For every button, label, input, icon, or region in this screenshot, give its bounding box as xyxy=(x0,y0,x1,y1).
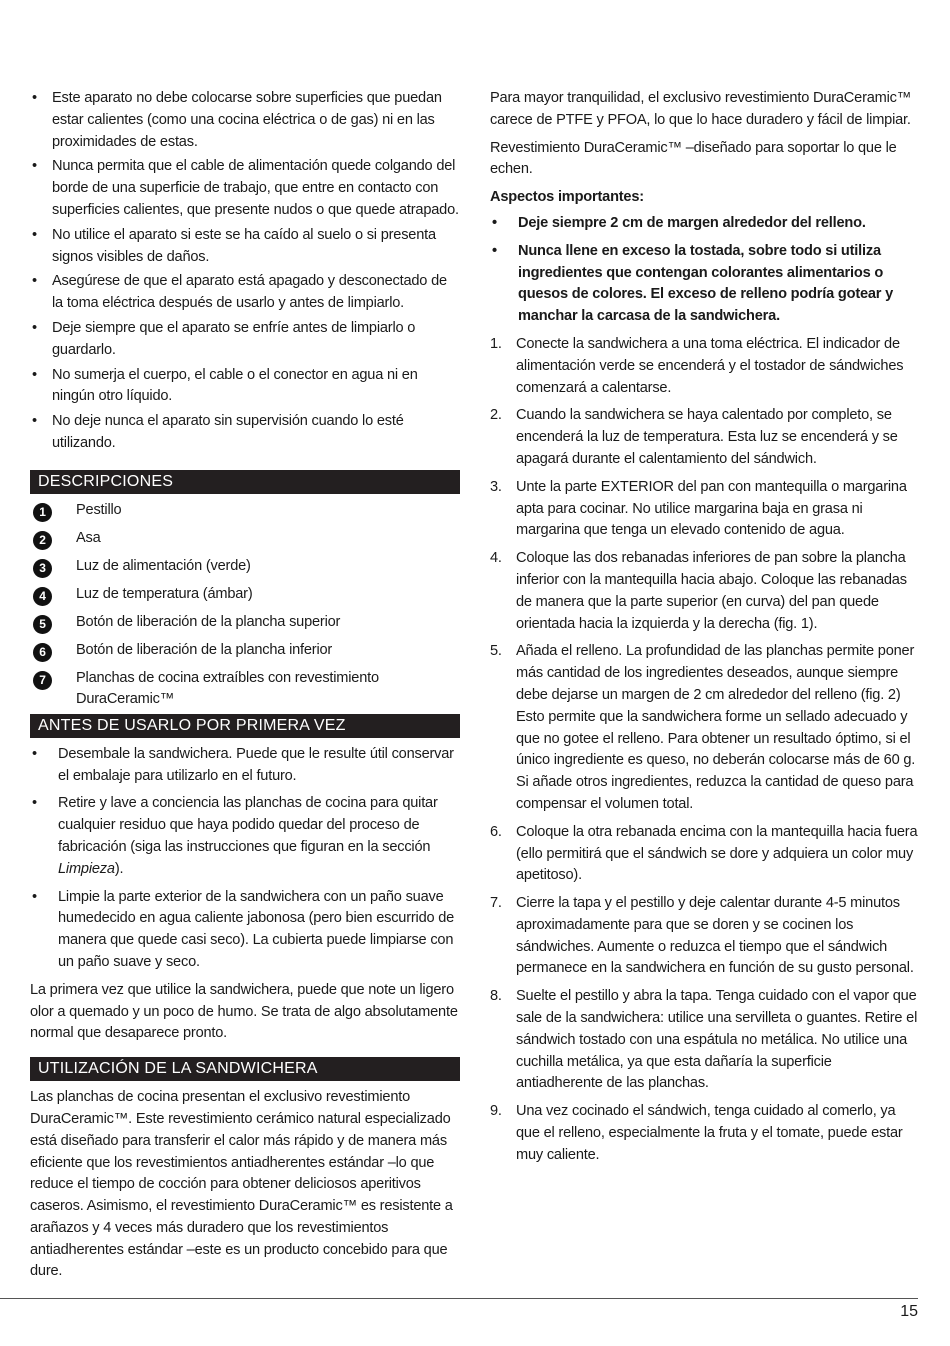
list-item: • Deje siempre que el aparato se enfríe antes de limpiarlo o guardarlo. xyxy=(32,319,416,358)
description-item: 6 Botón de liberación de la plancha inferior xyxy=(30,640,460,665)
list-item: • Desembale la sandwichera. Puede que le resulte útil conservar el embalaje para utilizarlo en el futuro. xyxy=(32,745,454,784)
step-item: 1. Conecte la sandwichera a una toma eléctrica. El indicador de alimentación verde se encenderá y el tostador de sándwiches comenzará a calentarse. xyxy=(490,335,904,396)
duraceramic-paragraph: Revestimiento DuraCeramic™ –diseñado para soportar lo que le echen. xyxy=(490,139,897,178)
utilizacion-heading: UTILIZACIÓN DE LA SANDWICHERA xyxy=(30,1057,460,1081)
descripciones-heading: DESCRIPCIONES xyxy=(30,470,460,494)
list-item: • No utilice el aparato si este se ha caído al suelo o si presenta signos visibles de daños. xyxy=(32,226,436,265)
number-circle-icon: 6 xyxy=(33,643,52,662)
bullet-icon: • xyxy=(32,90,37,106)
description-item: 3 Luz de alimentación (verde) xyxy=(30,556,460,581)
bullet-icon: • xyxy=(492,242,497,259)
description-item: 5 Botón de liberación de la plancha superior xyxy=(30,612,460,637)
list-item: • Asegúrese de que el aparato está apagado y desconectado de la toma eléctrica después de usarlo y antes de limpiarlo. xyxy=(32,273,447,312)
description-item: 4 Luz de temperatura (ámbar) xyxy=(30,584,460,609)
list-item: • Deje siempre 2 cm de margen alrededor del relleno. xyxy=(490,213,918,235)
bullet-icon: • xyxy=(32,795,37,812)
step-item: 3. Unte la parte EXTERIOR del pan con mantequilla o margarina apta para cocinar. No utilice margarina baja en grasa ni margarina que tenga un elevado contenido de agua. xyxy=(490,478,907,539)
usage-steps xyxy=(490,334,918,1167)
bullet-icon: • xyxy=(32,226,37,243)
utilizacion-paragraph: Las planchas de cocina presentan el exclusivo revestimiento DuraCeramic™. Este revestimiento cerámico natural especializado está diseñado para transferir el calor más rápido y de manera más eficiente que los revestimientos antiadherentes estándar –lo que reduce el tiempo de cocción para obtener deliciosos aperitivos caseros. Asimismo, el revestimiento DuraCeramic™ es resistente a arañazos y 4 veces más duradero que los revestimientos antiadherentes estándar –este es un producto concebido para que dure. xyxy=(30,1089,453,1280)
number-circle-icon: 7 xyxy=(33,671,52,690)
description-item: 1 Pestillo xyxy=(30,500,460,525)
list-item: • Nunca llene en exceso la tostada, sobre todo si utiliza ingredientes que contengan colorantes alimentarios o quesos de colores. El exceso de relleno podría gotear y manchar la carcasa de la sandwichera. xyxy=(492,242,894,325)
aspectos-list xyxy=(490,213,918,328)
list-item: • Este aparato no debe colocarse sobre superficies que puedan estar calientes (como una cocina eléctrica o de gas) ni en las proximidades de estas. xyxy=(32,90,442,150)
ptfe-paragraph: Para mayor tranquilidad, el exclusivo revestimiento DuraCeramic™ carece de PTFE y PFOA, lo que lo hace duradero y fácil de limpiar. xyxy=(490,90,912,128)
page-number: 15 xyxy=(900,1303,918,1320)
limpieza-reference: Limpieza xyxy=(58,860,115,877)
step-item: 4. Coloque las dos rebanadas inferiores de pan sobre la plancha inferior con la mantequilla hacia abajo. Coloque las rebanadas de manera que la parte superior (en curva) del pan quede orientada hacia la izquierda y la derecha (fig. 1). xyxy=(490,550,907,632)
safety-list xyxy=(30,88,460,455)
bullet-icon: • xyxy=(32,158,37,175)
descripciones-list xyxy=(30,500,460,711)
antes-paragraph: La primera vez que utilice la sandwichera, puede que note un ligero olor a quemado y un poco de humo. Se trata de algo absolutamente normal que desaparece pronto. xyxy=(30,981,458,1042)
bullet-icon: • xyxy=(32,366,37,383)
description-item: 2 Asa xyxy=(30,528,460,553)
bullet-icon: • xyxy=(32,273,37,290)
number-circle-icon: 2 xyxy=(33,531,52,550)
number-circle-icon: 3 xyxy=(33,559,52,578)
step-item: 8. Suelte el pestillo y abra la tapa. Tenga cuidado con el vapor que sale de la sandwichera: utilice una servilleta o guantes. Retire el sándwich tostado con una espátula no metálica. No utilice una cuchilla metálica, ya que esta dañaría la superficie antiadherente de las planchas. xyxy=(490,988,918,1092)
bullet-icon: • xyxy=(32,888,37,905)
antes-heading: ANTES DE USARLO POR PRIMERA VEZ xyxy=(30,714,460,738)
footer-divider xyxy=(0,1298,918,1299)
step-item: 7. Cierre la tapa y el pestillo y deje calentar durante 4-5 minutos aproximadamente para que se doren y se cocinen los sándwiches. Aumente o reduzca el tiempo que el sándwich permanece en la sandwichera en función de su gusto personal. xyxy=(490,895,914,977)
step-item: 9. Una vez cocinado el sándwich, tenga cuidado al comerlo, ya que el relleno, especialmente la fruta y el tomate, puede estar muy caliente. xyxy=(490,1103,903,1163)
list-item: • No deje nunca el aparato sin supervisión cuando lo esté utilizando. xyxy=(32,413,404,451)
description-item: 7 Planchas de cocina extraíbles con revestimiento DuraCeramic™ xyxy=(30,668,460,711)
number-circle-icon: 4 xyxy=(33,587,52,606)
number-circle-icon: 5 xyxy=(33,615,52,634)
step-item: 6. Coloque la otra rebanada encima con la mantequilla hacia fuera (ello permitirá que el sándwich se dore y adquiera un color muy apetitoso). xyxy=(490,823,918,884)
list-item: • Nunca permita que el cable de alimentación quede colgando del borde de una superficie de trabajo, que entre en contacto con superficies calientes, que presente nudos o que quede atrapado. xyxy=(32,158,459,218)
bullet-icon: • xyxy=(492,214,497,231)
bullet-icon: • xyxy=(32,413,37,430)
left-column xyxy=(30,88,460,1289)
step-item: 5. Añada el relleno. La profundidad de las planchas permite poner más cantidad de los ingredientes deseados, aunque siempre debe dejarse un margen de 2 cm alrededor del relleno (fig. 2) Esto permite que la sandwichera forme un sellado adecuado y que no gotee el relleno. Para obtener un resultado óptimo, si el único ingrediente es queso, no deberán colocarse más de 60 g. Si añade otros ingredientes, reduzca la cantidad de queso para compensar el volumen total. xyxy=(490,643,916,812)
antes-list xyxy=(30,744,460,974)
list-item: • Limpie la parte exterior de la sandwichera con un paño suave humedecido en agua caliente jabonosa (pero bien escurrido de manera que quede casi seco). La cubierta puede limpiarse con un paño suave y seco. xyxy=(32,888,455,970)
list-item: • Retire y lave a conciencia las planchas de cocina para quitar cualquier residuo que haya podido quedar del proceso de fabricación (siga las instrucciones que figuran en la sección Limpieza). xyxy=(32,795,438,877)
bullet-icon: • xyxy=(32,319,37,336)
number-circle-icon: 1 xyxy=(33,503,52,522)
step-item: 2. Cuando la sandwichera se haya calentado por completo, se encenderá la luz de temperatura. Esta luz se encenderá y se apagará durante el calentamiento del sándwich. xyxy=(490,407,898,467)
right-column xyxy=(490,88,918,1173)
list-item: • No sumerja el cuerpo, el cable o el conector en agua ni en ningún otro líquido. xyxy=(32,366,418,405)
aspectos-title: Aspectos importantes: xyxy=(490,189,644,206)
bullet-icon: • xyxy=(32,745,37,762)
